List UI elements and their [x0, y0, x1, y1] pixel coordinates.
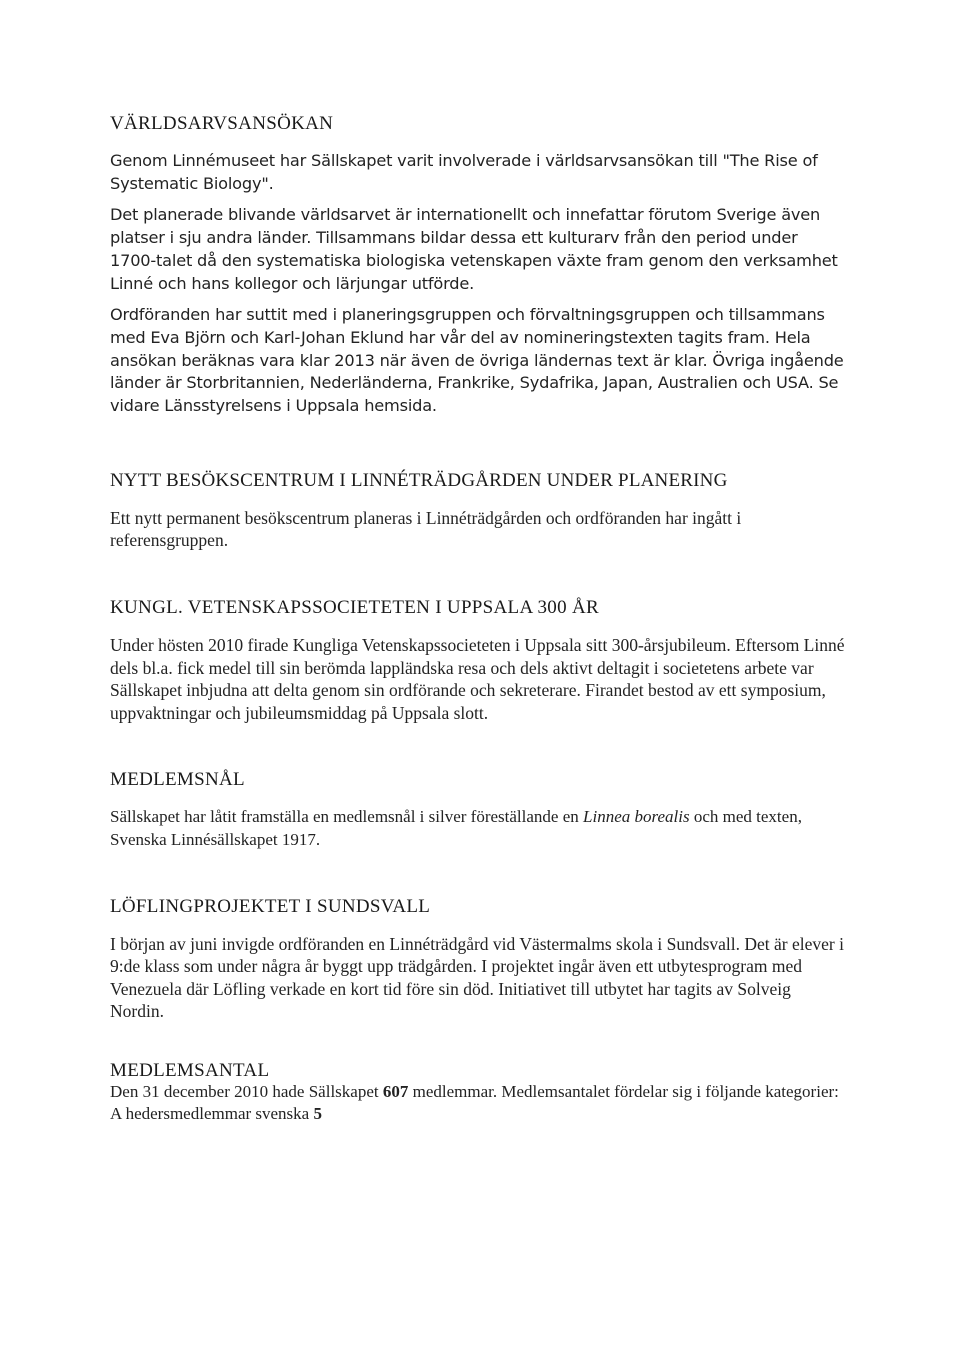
paragraph: Det planerade blivande världsarvet är internationellt och innefattar förutom Sverige även platser i sju andra länder. Tillsammans bildar dessa ett kulturarv från den period under 1700-talet då den systematiska biologiska vetenskapen växte fram genom den verksamhet Linné och hans kollegor och lärjungar utförde. — [110, 205, 838, 293]
section-societeten — [110, 596, 845, 724]
species-name: Linnea borealis — [583, 807, 690, 827]
member-count: 607 — [382, 1082, 409, 1102]
section-medlemsantal — [110, 1061, 845, 1125]
paragraph: I början av juni invigde ordföranden en Linnéträdgård vid Västermalms skola i Sundsvall. Det är elever i 9:de klass som under några år byggt upp trädgården. I projektet ingår även ett utbytesprogram med Venezuela där Löfling verkade en kort tid före sin död. Initiativet till utbytet har tagits av Solveig Nordin. — [110, 933, 844, 1022]
text-run: medlemmar. Medlemsantalet fördelar sig i följande kategorier: — [408, 1082, 839, 1102]
text-run: Den 31 december 2010 hade Sällskapet — [110, 1082, 383, 1102]
section-heading: LÖFLINGPROJEKTET I SUNDSVALL — [110, 895, 431, 917]
section-heading: MEDLEMSANTAL — [110, 1060, 270, 1082]
document-page — [110, 112, 845, 1125]
section-medlemsnal — [110, 768, 845, 850]
paragraph: Ett nytt permanent besökscentrum planeras i Linnéträdgården och ordföranden har ingått i referensgruppen. — [110, 507, 742, 551]
paragraph: Ordföranden har suttit med i planeringsgruppen och förvaltningsgruppen och tillsammans med Eva Björn och Karl-Johan Eklund har vår del av nomineringstexten tagits fram. Hela ansökan beräknas vara klar 2013 när även de övriga ländernas text är klar. Övriga ingående länder är Storbritannien, Nederländerna, Frankrike, Sydafrika, Japan, Australien och USA. Se vidare Länsstyrelsens i Uppsala hemsida. — [110, 305, 844, 416]
section-heading: MEDLEMSNÅL — [110, 769, 245, 791]
text-run: A hedersmedlemmar svenska — [110, 1104, 314, 1124]
section-lofling — [110, 895, 845, 1023]
paragraph: Under hösten 2010 firade Kungliga Vetenskapssocieteten i Uppsala sitt 300-årsjubileum. Eftersom Linné dels bl.a. fick medel till sin berömda lappländska resa och dels aktivt deltagit i societetens arbete var Sällskapet inbjudna att delta genom sin ordförande och sekreterare. Firandet bestod av ett symposium, uppvaktningar och jubileumsmiddag på Uppsala slott. — [110, 634, 845, 723]
section-heading: NYTT BESÖKSCENTRUM I LINNÉTRÄDGÅRDEN UNDER PLANERING — [110, 469, 728, 491]
paragraph — [110, 1081, 845, 1103]
paragraph — [110, 806, 845, 850]
category-count: 5 — [313, 1104, 322, 1124]
text-run: och med texten, Svenska Linnésällskapet 1917. — [110, 807, 802, 849]
category-line — [110, 1103, 845, 1125]
section-heading: KUNGL. VETENSKAPSSOCIETETEN I UPPSALA 300 ÅR — [110, 596, 599, 618]
section-heading: VÄRLDSARVSANSÖKAN — [110, 113, 334, 134]
section-varldsarv — [110, 112, 845, 418]
paragraph: Genom Linnémuseet har Sällskapet varit involverade i världsarvsansökan till "The Rise of Systematic Biology". — [110, 151, 818, 193]
section-besokscentrum — [110, 469, 845, 552]
text-run: Sällskapet har låtit framställa en medlemsnål i silver föreställande en — [110, 807, 584, 827]
